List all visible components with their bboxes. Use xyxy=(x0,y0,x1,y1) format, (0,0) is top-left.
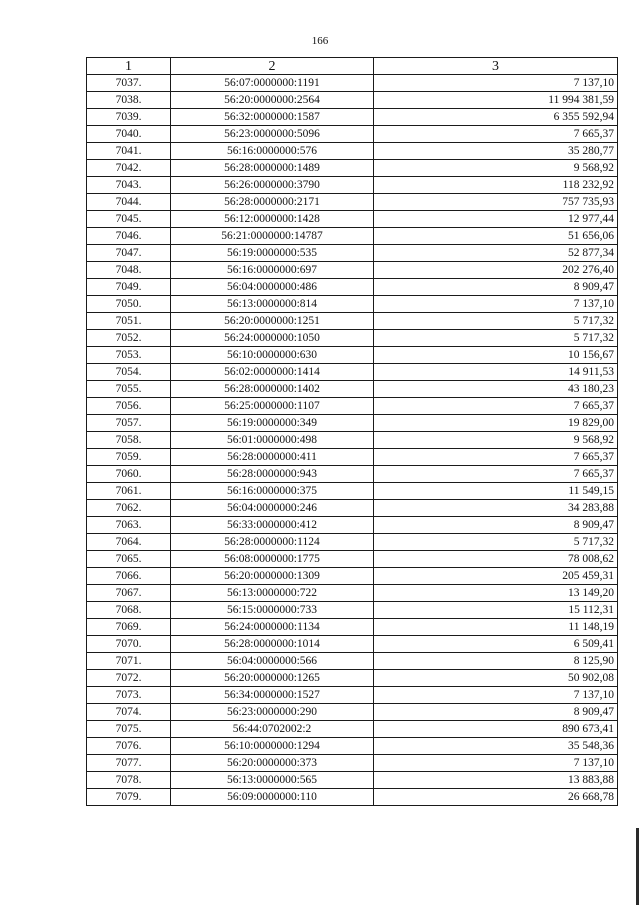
cadastral-number-cell: 56:28:0000000:1402 xyxy=(171,381,374,398)
cadastral-number-cell: 56:07:0000000:1191 xyxy=(171,75,374,92)
value-cell: 52 877,34 xyxy=(374,245,618,262)
row-number-cell: 7070. xyxy=(87,636,171,653)
table-row xyxy=(87,398,618,415)
cadastral-number-cell: 56:28:0000000:411 xyxy=(171,449,374,466)
row-number-cell: 7047. xyxy=(87,245,171,262)
cadastral-number-cell: 56:16:0000000:697 xyxy=(171,262,374,279)
cadastral-number-cell: 56:32:0000000:1587 xyxy=(171,109,374,126)
row-number-cell: 7063. xyxy=(87,517,171,534)
value-cell: 8 125,90 xyxy=(374,653,618,670)
table-row xyxy=(87,432,618,449)
value-cell: 35 280,77 xyxy=(374,143,618,160)
cadastral-number-cell: 56:28:0000000:1489 xyxy=(171,160,374,177)
row-number-cell: 7054. xyxy=(87,364,171,381)
row-number-cell: 7049. xyxy=(87,279,171,296)
value-cell: 6 355 592,94 xyxy=(374,109,618,126)
cadastral-number-cell: 56:33:0000000:412 xyxy=(171,517,374,534)
table-row xyxy=(87,449,618,466)
cadastral-number-cell: 56:24:0000000:1050 xyxy=(171,330,374,347)
table-row xyxy=(87,483,618,500)
value-cell: 11 549,15 xyxy=(374,483,618,500)
table-row xyxy=(87,194,618,211)
value-cell: 43 180,23 xyxy=(374,381,618,398)
table-row xyxy=(87,585,618,602)
row-number-cell: 7040. xyxy=(87,126,171,143)
cadastral-number-cell: 56:09:0000000:110 xyxy=(171,789,374,806)
row-number-cell: 7046. xyxy=(87,228,171,245)
value-cell: 9 568,92 xyxy=(374,432,618,449)
cadastral-number-cell: 56:13:0000000:814 xyxy=(171,296,374,313)
table-row xyxy=(87,670,618,687)
value-cell: 13 149,20 xyxy=(374,585,618,602)
column-header-3: 3 xyxy=(374,58,618,75)
column-header-2: 2 xyxy=(171,58,374,75)
table-row xyxy=(87,636,618,653)
value-cell: 51 656,06 xyxy=(374,228,618,245)
table-row xyxy=(87,738,618,755)
table-body xyxy=(87,75,618,806)
cadastral-number-cell: 56:15:0000000:733 xyxy=(171,602,374,619)
table-row xyxy=(87,602,618,619)
cadastral-number-cell: 56:28:0000000:2171 xyxy=(171,194,374,211)
row-number-cell: 7073. xyxy=(87,687,171,704)
cadastral-number-cell: 56:21:0000000:14787 xyxy=(171,228,374,245)
row-number-cell: 7079. xyxy=(87,789,171,806)
row-number-cell: 7055. xyxy=(87,381,171,398)
row-number-cell: 7051. xyxy=(87,313,171,330)
table-row xyxy=(87,789,618,806)
value-cell: 7 665,37 xyxy=(374,466,618,483)
cadastral-number-cell: 56:16:0000000:576 xyxy=(171,143,374,160)
value-cell: 50 902,08 xyxy=(374,670,618,687)
cadastral-number-cell: 56:19:0000000:535 xyxy=(171,245,374,262)
value-cell: 5 717,32 xyxy=(374,313,618,330)
table-row xyxy=(87,126,618,143)
row-number-cell: 7044. xyxy=(87,194,171,211)
cadastral-number-cell: 56:16:0000000:375 xyxy=(171,483,374,500)
row-number-cell: 7060. xyxy=(87,466,171,483)
value-cell: 26 668,78 xyxy=(374,789,618,806)
table-row xyxy=(87,279,618,296)
cadastral-number-cell: 56:20:0000000:1265 xyxy=(171,670,374,687)
row-number-cell: 7074. xyxy=(87,704,171,721)
table-row xyxy=(87,160,618,177)
row-number-cell: 7066. xyxy=(87,568,171,585)
table-row xyxy=(87,75,618,92)
row-number-cell: 7077. xyxy=(87,755,171,772)
table-row xyxy=(87,381,618,398)
cadastral-number-cell: 56:13:0000000:722 xyxy=(171,585,374,602)
row-number-cell: 7053. xyxy=(87,347,171,364)
table-row xyxy=(87,330,618,347)
cadastral-number-cell: 56:28:0000000:943 xyxy=(171,466,374,483)
table-row xyxy=(87,347,618,364)
table-row xyxy=(87,721,618,738)
cadastral-number-cell: 56:23:0000000:290 xyxy=(171,704,374,721)
cadastral-number-cell: 56:10:0000000:630 xyxy=(171,347,374,364)
row-number-cell: 7059. xyxy=(87,449,171,466)
value-cell: 34 283,88 xyxy=(374,500,618,517)
cadastral-number-cell: 56:20:0000000:1251 xyxy=(171,313,374,330)
table-row xyxy=(87,92,618,109)
cadastral-number-cell: 56:02:0000000:1414 xyxy=(171,364,374,381)
cadastral-number-cell: 56:04:0000000:486 xyxy=(171,279,374,296)
table-row xyxy=(87,245,618,262)
cadastral-number-cell: 56:13:0000000:565 xyxy=(171,772,374,789)
table-row xyxy=(87,296,618,313)
table-row xyxy=(87,500,618,517)
value-cell: 7 137,10 xyxy=(374,687,618,704)
value-cell: 78 008,62 xyxy=(374,551,618,568)
cadastral-number-cell: 56:10:0000000:1294 xyxy=(171,738,374,755)
row-number-cell: 7038. xyxy=(87,92,171,109)
value-cell: 205 459,31 xyxy=(374,568,618,585)
scan-edge-mark xyxy=(636,828,639,905)
row-number-cell: 7037. xyxy=(87,75,171,92)
row-number-cell: 7069. xyxy=(87,619,171,636)
table-row xyxy=(87,619,618,636)
value-cell: 5 717,32 xyxy=(374,330,618,347)
row-number-cell: 7050. xyxy=(87,296,171,313)
value-cell: 5 717,32 xyxy=(374,534,618,551)
row-number-cell: 7061. xyxy=(87,483,171,500)
value-cell: 757 735,93 xyxy=(374,194,618,211)
cadastral-number-cell: 56:28:0000000:1014 xyxy=(171,636,374,653)
value-cell: 202 276,40 xyxy=(374,262,618,279)
value-cell: 11 994 381,59 xyxy=(374,92,618,109)
table-row xyxy=(87,755,618,772)
value-cell: 118 232,92 xyxy=(374,177,618,194)
row-number-cell: 7056. xyxy=(87,398,171,415)
value-cell: 890 673,41 xyxy=(374,721,618,738)
data-table xyxy=(86,57,618,806)
cadastral-number-cell: 56:20:0000000:2564 xyxy=(171,92,374,109)
table-row xyxy=(87,262,618,279)
value-cell: 19 829,00 xyxy=(374,415,618,432)
cadastral-number-cell: 56:19:0000000:349 xyxy=(171,415,374,432)
cadastral-number-cell: 56:28:0000000:1124 xyxy=(171,534,374,551)
page-number: 166 xyxy=(311,35,329,47)
value-cell: 14 911,53 xyxy=(374,364,618,381)
row-number-cell: 7072. xyxy=(87,670,171,687)
value-cell: 7 137,10 xyxy=(374,755,618,772)
value-cell: 7 665,37 xyxy=(374,398,618,415)
table-row xyxy=(87,551,618,568)
row-number-cell: 7075. xyxy=(87,721,171,738)
table-row xyxy=(87,211,618,228)
value-cell: 35 548,36 xyxy=(374,738,618,755)
row-number-cell: 7048. xyxy=(87,262,171,279)
value-cell: 8 909,47 xyxy=(374,517,618,534)
table-row xyxy=(87,704,618,721)
cadastral-number-cell: 56:04:0000000:246 xyxy=(171,500,374,517)
value-cell: 7 665,37 xyxy=(374,126,618,143)
value-cell: 6 509,41 xyxy=(374,636,618,653)
table-row xyxy=(87,517,618,534)
table-row xyxy=(87,143,618,160)
row-number-cell: 7057. xyxy=(87,415,171,432)
value-cell: 10 156,67 xyxy=(374,347,618,364)
cadastral-number-cell: 56:26:0000000:3790 xyxy=(171,177,374,194)
row-number-cell: 7041. xyxy=(87,143,171,160)
value-cell: 9 568,92 xyxy=(374,160,618,177)
cadastral-number-cell: 56:04:0000000:566 xyxy=(171,653,374,670)
table-row xyxy=(87,772,618,789)
table-row xyxy=(87,534,618,551)
table-row xyxy=(87,313,618,330)
value-cell: 12 977,44 xyxy=(374,211,618,228)
table-header-row xyxy=(87,58,618,75)
table-row xyxy=(87,109,618,126)
row-number-cell: 7062. xyxy=(87,500,171,517)
cadastral-number-cell: 56:20:0000000:373 xyxy=(171,755,374,772)
cadastral-number-cell: 56:25:0000000:1107 xyxy=(171,398,374,415)
row-number-cell: 7039. xyxy=(87,109,171,126)
row-number-cell: 7064. xyxy=(87,534,171,551)
column-header-1: 1 xyxy=(87,58,171,75)
row-number-cell: 7043. xyxy=(87,177,171,194)
table-row xyxy=(87,687,618,704)
table-row xyxy=(87,177,618,194)
cadastral-number-cell: 56:24:0000000:1134 xyxy=(171,619,374,636)
row-number-cell: 7042. xyxy=(87,160,171,177)
value-cell: 15 112,31 xyxy=(374,602,618,619)
table-row xyxy=(87,568,618,585)
row-number-cell: 7078. xyxy=(87,772,171,789)
table-row xyxy=(87,364,618,381)
value-cell: 8 909,47 xyxy=(374,704,618,721)
value-cell: 7 137,10 xyxy=(374,296,618,313)
cadastral-number-cell: 56:08:0000000:1775 xyxy=(171,551,374,568)
value-cell: 7 665,37 xyxy=(374,449,618,466)
table-row xyxy=(87,415,618,432)
value-cell: 13 883,88 xyxy=(374,772,618,789)
row-number-cell: 7045. xyxy=(87,211,171,228)
table-row xyxy=(87,653,618,670)
row-number-cell: 7071. xyxy=(87,653,171,670)
value-cell: 7 137,10 xyxy=(374,75,618,92)
row-number-cell: 7068. xyxy=(87,602,171,619)
row-number-cell: 7076. xyxy=(87,738,171,755)
row-number-cell: 7052. xyxy=(87,330,171,347)
cadastral-number-cell: 56:34:0000000:1527 xyxy=(171,687,374,704)
table-row xyxy=(87,228,618,245)
cadastral-number-cell: 56:23:0000000:5096 xyxy=(171,126,374,143)
cadastral-number-cell: 56:12:0000000:1428 xyxy=(171,211,374,228)
row-number-cell: 7065. xyxy=(87,551,171,568)
row-number-cell: 7067. xyxy=(87,585,171,602)
cadastral-number-cell: 56:44:0702002:2 xyxy=(171,721,374,738)
cadastral-number-cell: 56:01:0000000:498 xyxy=(171,432,374,449)
cadastral-number-cell: 56:20:0000000:1309 xyxy=(171,568,374,585)
row-number-cell: 7058. xyxy=(87,432,171,449)
table-row xyxy=(87,466,618,483)
value-cell: 11 148,19 xyxy=(374,619,618,636)
value-cell: 8 909,47 xyxy=(374,279,618,296)
